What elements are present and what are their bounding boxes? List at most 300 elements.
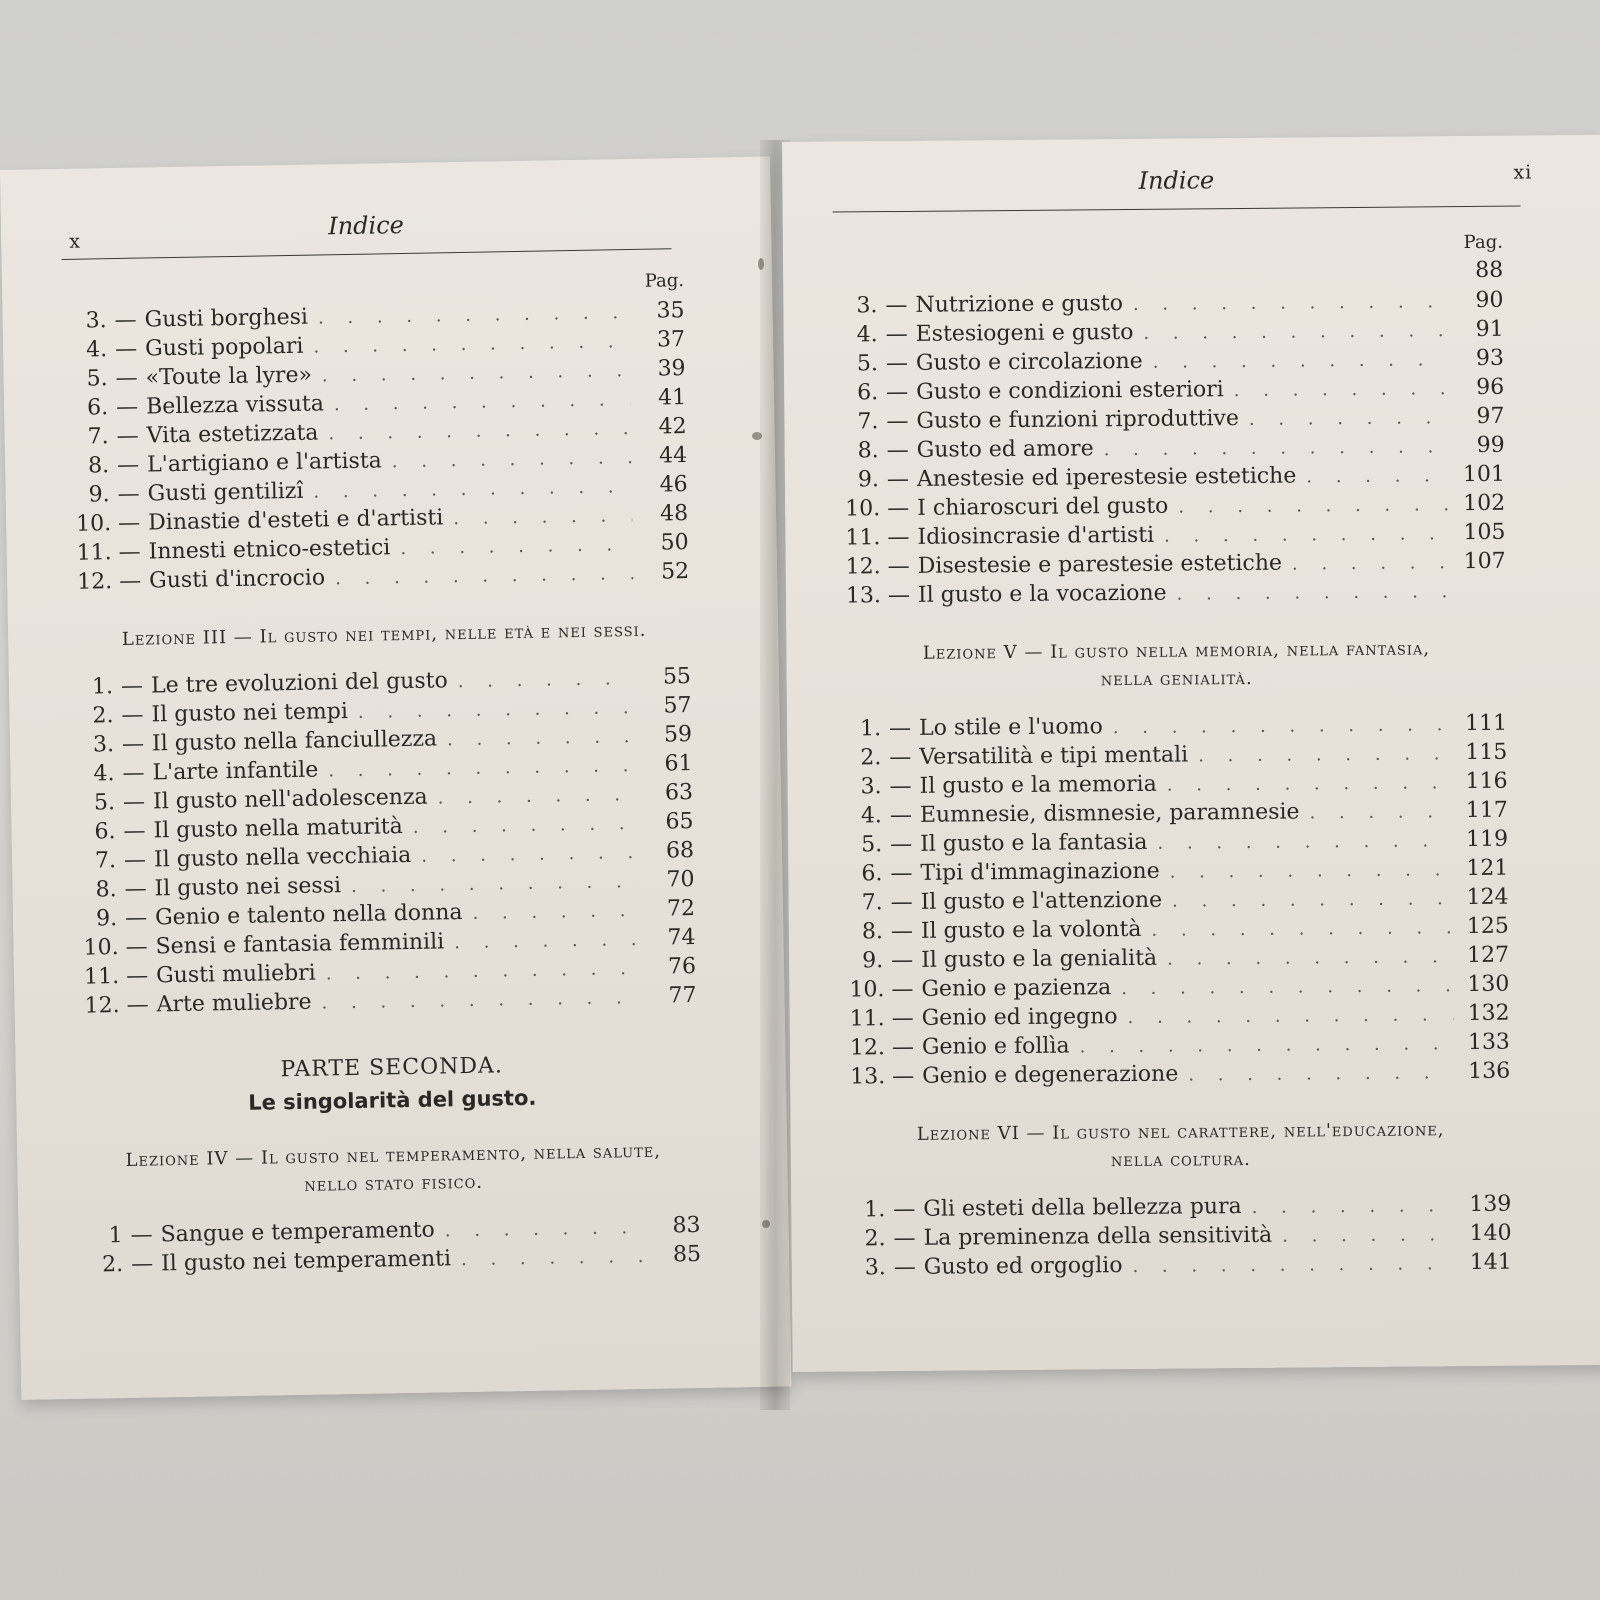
toc-entry (850, 1028, 1510, 1063)
entry-page: 55 (662, 664, 692, 690)
entry-page: 132 (1467, 1000, 1510, 1027)
lesson-heading-line: Lezione V — Il gusto nella memoria, nella fantasia, (922, 638, 1431, 664)
entry-page: 105 (1463, 519, 1506, 546)
leader-dots (1306, 461, 1449, 491)
entry-page: 93 (1475, 345, 1505, 371)
leader-dots (413, 809, 638, 842)
leader-dots (392, 443, 632, 476)
entry-page: 85 (672, 1241, 702, 1268)
entry-title: Nutrizione e gusto (915, 291, 1124, 318)
toc-entry (852, 1248, 1512, 1283)
leader-dots (400, 530, 633, 563)
entry-page: 111 (1464, 710, 1508, 737)
entry-title: Disestesie e parestesie estetiche (917, 550, 1283, 579)
entry-dash: — (889, 744, 912, 771)
entry-dash: — (121, 731, 145, 757)
toc-entry (850, 999, 1510, 1034)
entry-title: Eumnesie, dismnesie, paramnesie (919, 799, 1300, 828)
entry-page: 76 (667, 953, 697, 980)
page-number: xi (1513, 161, 1533, 184)
toc-entry (851, 1219, 1511, 1254)
entry-number: 7. (861, 890, 883, 916)
entry-page: 57 (663, 693, 692, 719)
leader-dots (1164, 519, 1450, 550)
table-of-contents (72, 270, 701, 1280)
entry-title: Gusti popolari (144, 333, 304, 362)
entry-page: 39 (657, 356, 686, 382)
entry-number: 12. (76, 569, 113, 595)
entry-page: 136 (1468, 1058, 1511, 1085)
leader-dots (1188, 1058, 1454, 1089)
entry-number: 1 (108, 1223, 123, 1249)
leader-dots (1133, 287, 1448, 319)
entry-title: Il gusto e la fantasia (920, 829, 1148, 857)
entry-dash: — (887, 582, 911, 609)
entry-title: Il gusto e l'attenzione (920, 887, 1163, 915)
entry-page: 83 (672, 1212, 701, 1239)
entry-dash: — (891, 1005, 914, 1032)
entry-title: Dinastie d'esteti e d'artisti (147, 505, 444, 536)
entry-title: Estesiogeni e gusto (915, 319, 1134, 347)
toc-entry (845, 518, 1505, 553)
entry-page: 115 (1465, 739, 1508, 766)
entry-number: 3. (864, 1255, 886, 1281)
leader-dots (1104, 432, 1449, 464)
entry-number: 4. (856, 322, 878, 348)
leader-dots (437, 780, 637, 812)
toc-entry (844, 315, 1504, 350)
entry-number: 7. (857, 409, 879, 435)
entry-page: 107 (1463, 548, 1506, 575)
lesson-heading (846, 635, 1506, 697)
entry-number: 13. (845, 583, 882, 609)
entry-title: Innesti etnico-estetici (148, 535, 391, 565)
entry-dash: — (889, 773, 912, 800)
entry-number: 9. (862, 948, 884, 974)
entry-number: 10. (83, 935, 119, 961)
entry-page: 59 (663, 722, 693, 748)
entry-number: 5. (856, 351, 879, 377)
right-page-header (832, 156, 1533, 212)
entry-dash: — (118, 568, 142, 594)
entry-title: Gusto ed orgoglio (923, 1253, 1123, 1280)
entry-dash: — (123, 818, 146, 844)
entry-dash: — (886, 437, 909, 464)
leader-dots (1153, 345, 1448, 377)
entry-page: 99 (1476, 432, 1505, 458)
leader-dots (1292, 548, 1450, 578)
leader-dots (454, 925, 640, 957)
entry-page: 77 (668, 982, 697, 1009)
carried-page-number: 88 (1475, 257, 1504, 283)
entry-title: «Toute la lyre» (145, 362, 313, 391)
toc-entry (844, 402, 1504, 437)
toc-entry (848, 767, 1508, 802)
lesson-heading: Lezione III — Il gusto nei tempi, nelle età e nei sessi. (121, 619, 647, 650)
entry-title: Sangue e temperamento (160, 1217, 436, 1248)
lesson-heading-line: Lezione VI — Il gusto nel carattere, nell'educazione, (916, 1119, 1445, 1145)
entry-title: Gusto e circolazione (915, 348, 1143, 376)
table-of-contents (843, 232, 1512, 1283)
header-rule (833, 206, 1521, 213)
entry-title: Vita estetizzata (146, 420, 319, 449)
entry-page: 121 (1466, 855, 1509, 882)
running-title: Indice (1138, 166, 1215, 195)
leader-dots (1113, 710, 1452, 742)
entry-title: Arte muliebre (156, 989, 312, 1018)
leader-dots (461, 1242, 646, 1274)
entry-title: Idiosincrasie d'artisti (917, 522, 1155, 550)
toc-entry (847, 709, 1507, 744)
entry-dash: — (122, 789, 146, 815)
toc-list (79, 662, 697, 1021)
entry-number: 4. (93, 761, 115, 787)
toc-entry (849, 941, 1509, 976)
entry-title: Genio e degenerazione (922, 1061, 1179, 1089)
toc-list (843, 286, 1506, 611)
entry-dash: — (124, 905, 148, 931)
entry-title: La preminenza della sensitività (923, 1222, 1273, 1251)
toc-list (72, 296, 689, 597)
toc-entry (844, 373, 1504, 408)
entry-title: Gusti gentilizî (147, 478, 304, 507)
lesson-heading-line: nello stato fisico. (304, 1171, 484, 1196)
left-page (0, 157, 791, 1400)
entry-title: Il gusto e la genialità (921, 945, 1158, 973)
entry-title: Tipi d'immaginazione (920, 858, 1160, 886)
left-page-header (61, 198, 672, 259)
entry-dash: — (887, 495, 910, 522)
entry-title: Gusti muliebri (155, 960, 316, 989)
entry-dash: — (890, 831, 913, 858)
entry-number: 7. (87, 424, 109, 450)
entry-number: 1. (91, 674, 114, 700)
pag-label: Pag. (644, 270, 685, 292)
book-spread (0, 161, 1600, 1420)
toc-entry (844, 344, 1504, 379)
paper-mark (762, 1220, 770, 1228)
entry-number: 2. (860, 745, 882, 771)
entry-page: 72 (666, 895, 696, 922)
entry-number: 11. (849, 1006, 885, 1032)
header-rule (62, 248, 672, 260)
entry-number: 6. (94, 819, 116, 845)
part-title: PARTE SECONDA. (280, 1053, 504, 1083)
entry-number: 5. (861, 832, 883, 858)
leader-dots (1309, 797, 1452, 827)
entry-number: 3. (860, 774, 882, 800)
entry-number: 4. (860, 803, 882, 829)
entry-title: Genio e pazienza (921, 975, 1112, 1002)
entry-page: 97 (1476, 403, 1505, 429)
entry-page: 50 (660, 530, 689, 556)
entry-dash: — (130, 1251, 154, 1277)
leader-dots (472, 896, 639, 928)
leader-dots (453, 501, 632, 533)
entry-number: 12. (84, 993, 120, 1019)
entry-title: Genio ed ingegno (921, 1004, 1118, 1031)
entry-title: Gusto e funzioni riproduttive (916, 406, 1240, 434)
toc-entry (848, 825, 1508, 860)
entry-page: 37 (656, 327, 686, 353)
leader-dots (335, 559, 634, 593)
entry-number: 3. (856, 293, 878, 319)
entry-title: Le tre evoluzioni del gusto (150, 668, 448, 699)
toc-entry (849, 912, 1509, 947)
entry-title: Sensi e fantasia femminili (155, 929, 445, 960)
toc-entry (848, 796, 1508, 831)
entry-dash: — (114, 336, 138, 363)
paper-mark (752, 432, 762, 440)
entry-dash: — (123, 847, 147, 873)
toc-entry (845, 460, 1505, 495)
entry-dash: — (130, 1222, 153, 1248)
paper-mark (758, 258, 764, 270)
entry-dash: — (115, 394, 139, 421)
running-title: Indice (327, 210, 405, 241)
toc-entry (848, 854, 1508, 889)
entry-page: 116 (1465, 768, 1508, 795)
entry-page: 117 (1465, 797, 1508, 824)
right-page (782, 135, 1600, 1372)
entry-number: 5. (93, 790, 116, 816)
entry-dash: — (893, 1225, 916, 1252)
leader-dots (1127, 1000, 1453, 1032)
leader-dots (1282, 1220, 1456, 1251)
entry-dash: — (116, 452, 140, 478)
entry-title: Il gusto nei temperamenti (160, 1246, 452, 1277)
entry-page: 42 (658, 414, 687, 440)
entry-page: 125 (1466, 913, 1509, 940)
entry-dash: — (891, 976, 914, 1003)
toc-list (851, 1190, 1512, 1283)
part-subtitle: Le singolarità del gusto. (247, 1085, 537, 1115)
entry-dash: — (115, 365, 138, 392)
entry-dash: — (124, 876, 147, 902)
entry-dash: — (885, 350, 909, 377)
entry-dash: — (125, 963, 149, 989)
lesson-heading-line: nella genialità. (1100, 667, 1253, 691)
entry-dash: — (890, 889, 913, 916)
entry-title: L'arte infantile (152, 757, 319, 786)
entry-number: 10. (75, 511, 112, 537)
entry-number: 4. (85, 337, 108, 363)
toc-entry (850, 1057, 1510, 1092)
entry-title: Gusti borghesi (144, 304, 309, 333)
entry-dash: — (886, 379, 909, 406)
entry-dash: — (886, 466, 910, 493)
toc-entry (847, 738, 1507, 773)
entry-dash: — (116, 423, 139, 450)
entry-dash: — (887, 524, 910, 551)
toc-entry (845, 489, 1505, 524)
leader-dots (457, 664, 635, 696)
leader-dots (1172, 884, 1453, 915)
entry-dash: — (891, 947, 914, 974)
leader-dots (321, 983, 640, 1018)
entry-number: 11. (76, 540, 112, 566)
entry-dash: — (125, 934, 148, 960)
entry-number: 6. (86, 395, 109, 421)
entry-number: 8. (861, 919, 884, 945)
toc-entry (846, 547, 1506, 582)
entry-number: 9. (88, 482, 110, 508)
entry-page: 35 (656, 298, 685, 324)
entry-page: 63 (664, 780, 694, 806)
entry-page: 68 (665, 837, 695, 864)
entry-title: Il gusto nella maturità (153, 814, 403, 844)
toc-entry (851, 1190, 1511, 1225)
entry-dash: — (118, 539, 141, 565)
leader-dots (1132, 1249, 1456, 1281)
entry-page: 65 (665, 808, 694, 835)
entry-page: 41 (657, 385, 687, 411)
entry-dash: — (117, 481, 140, 507)
entry-number: 12. (845, 554, 881, 580)
toc-list (88, 1211, 701, 1280)
entry-dash: — (890, 918, 914, 945)
entry-dash: — (120, 673, 144, 699)
entry-page: 44 (658, 443, 688, 469)
entry-number: 8. (87, 453, 110, 479)
entry-page: 90 (1475, 287, 1504, 313)
entry-number: 9. (95, 906, 118, 932)
lesson-heading-line: nella coltura. (1110, 1148, 1251, 1172)
entry-page: 139 (1469, 1191, 1512, 1218)
toc-list (847, 709, 1510, 1092)
leader-dots (1121, 971, 1453, 1003)
leader-dots (1249, 403, 1449, 434)
page-number: x (69, 230, 82, 253)
entry-number: 2. (864, 1226, 886, 1252)
entry-dash: — (887, 553, 910, 580)
entry-dash: — (886, 408, 909, 435)
entry-page: 46 (659, 472, 688, 498)
entry-number: 3. (92, 732, 115, 758)
toc-entry (849, 970, 1509, 1005)
entry-number: 8. (857, 438, 879, 464)
entry-dash: — (889, 715, 912, 742)
entry-number: 9. (857, 467, 880, 493)
entry-number: 2. (101, 1252, 124, 1278)
entry-dash: — (891, 1034, 915, 1061)
lesson-heading (87, 1137, 700, 1204)
entry-title: Bellezza vissuta (145, 391, 325, 420)
entry-title: Il gusto nell'adolescenza (152, 784, 428, 815)
entry-dash: — (126, 992, 149, 1018)
entry-number: 2. (92, 703, 114, 729)
entry-title: Il gusto nella vecchiaia (153, 842, 412, 873)
leader-dots (1252, 1191, 1456, 1222)
entry-title: Versatilità e tipi mentali (919, 742, 1189, 770)
entry-dash: — (117, 510, 141, 536)
entry-number: 10. (849, 977, 885, 1003)
entry-number: 13. (850, 1064, 886, 1090)
entry-number: 7. (94, 848, 117, 874)
entry-dash: — (122, 760, 145, 786)
entry-page: 52 (660, 559, 690, 585)
entry-page: 91 (1475, 316, 1504, 342)
entry-number: 10. (845, 496, 881, 522)
entry-number: 5. (86, 366, 108, 392)
leader-dots (1177, 577, 1451, 608)
entry-page: 130 (1467, 971, 1510, 998)
entry-dash: — (885, 292, 908, 319)
entry-page: 124 (1466, 884, 1509, 911)
entry-title: Lo stile e l'uomo (919, 714, 1103, 741)
entry-page: 96 (1476, 374, 1505, 400)
entry-title: Il gusto e la vocazione (917, 580, 1167, 608)
leader-dots (1151, 913, 1453, 945)
leader-dots (1167, 768, 1452, 799)
entry-number: 11. (845, 525, 881, 551)
toc-entry (846, 576, 1506, 611)
leader-dots (1198, 739, 1451, 770)
entry-title: I chiaroscuri del gusto (917, 493, 1169, 521)
leader-dots (1170, 855, 1453, 886)
entry-title: Il gusto nei tempi (151, 699, 349, 728)
entry-number: 8. (95, 877, 117, 903)
leader-dots (1178, 490, 1449, 521)
leader-dots (445, 1213, 645, 1245)
toc-entry (849, 883, 1509, 918)
entry-title: Gusto ed amore (916, 436, 1094, 463)
leader-dots (1143, 316, 1448, 348)
entry-number: 6. (857, 380, 879, 406)
leader-dots (1157, 826, 1452, 858)
entry-page: 141 (1469, 1249, 1512, 1276)
entry-page: 48 (659, 501, 689, 527)
entry-title: L'artigiano e l'artista (146, 448, 383, 478)
entry-title: Gusto e condizioni esteriori (916, 377, 1224, 405)
entry-dash: — (885, 321, 908, 348)
entry-dash: — (893, 1196, 916, 1223)
entry-title: Il gusto e la memoria (919, 771, 1157, 799)
leader-dots (1167, 942, 1453, 973)
entry-page: 70 (666, 866, 695, 893)
entry-number: 12. (849, 1035, 886, 1061)
leader-dots (1079, 1029, 1454, 1061)
entry-title: Gusti d'incrocio (148, 565, 326, 594)
entry-title: Anestesie ed iperestesie estetiche (916, 463, 1297, 492)
entry-title: Gli esteti della bellezza pura (923, 1194, 1242, 1222)
entry-number: 6. (861, 861, 883, 887)
entry-number: 1. (864, 1197, 886, 1223)
entry-page: 119 (1466, 826, 1509, 853)
entry-title: Il gusto nella fanciullezza (151, 726, 438, 757)
entry-page: 61 (664, 751, 693, 777)
pag-label: Pag. (1463, 231, 1503, 254)
lesson-heading-line: Lezione IV — Il gusto nel temperamento, nella salute, (125, 1140, 662, 1171)
leader-dots (1234, 374, 1449, 405)
entry-number: 11. (83, 964, 120, 990)
entry-dash: — (892, 1063, 915, 1090)
entry-dash: — (889, 802, 912, 829)
entry-page: 102 (1463, 490, 1506, 517)
entry-number: 3. (85, 308, 107, 334)
toc-entry (843, 286, 1503, 321)
entry-page: 140 (1469, 1220, 1512, 1247)
lesson-heading (851, 1116, 1511, 1178)
entry-dash: — (890, 860, 913, 887)
entry-page: 127 (1467, 942, 1510, 969)
entry-dash: — (114, 307, 137, 334)
leader-dots (421, 838, 638, 871)
entry-title: Genio e follìa (921, 1033, 1070, 1060)
entry-title: Genio e talento nella donna (154, 900, 463, 931)
entry-dash: — (121, 702, 144, 728)
entry-page: 101 (1462, 461, 1506, 488)
